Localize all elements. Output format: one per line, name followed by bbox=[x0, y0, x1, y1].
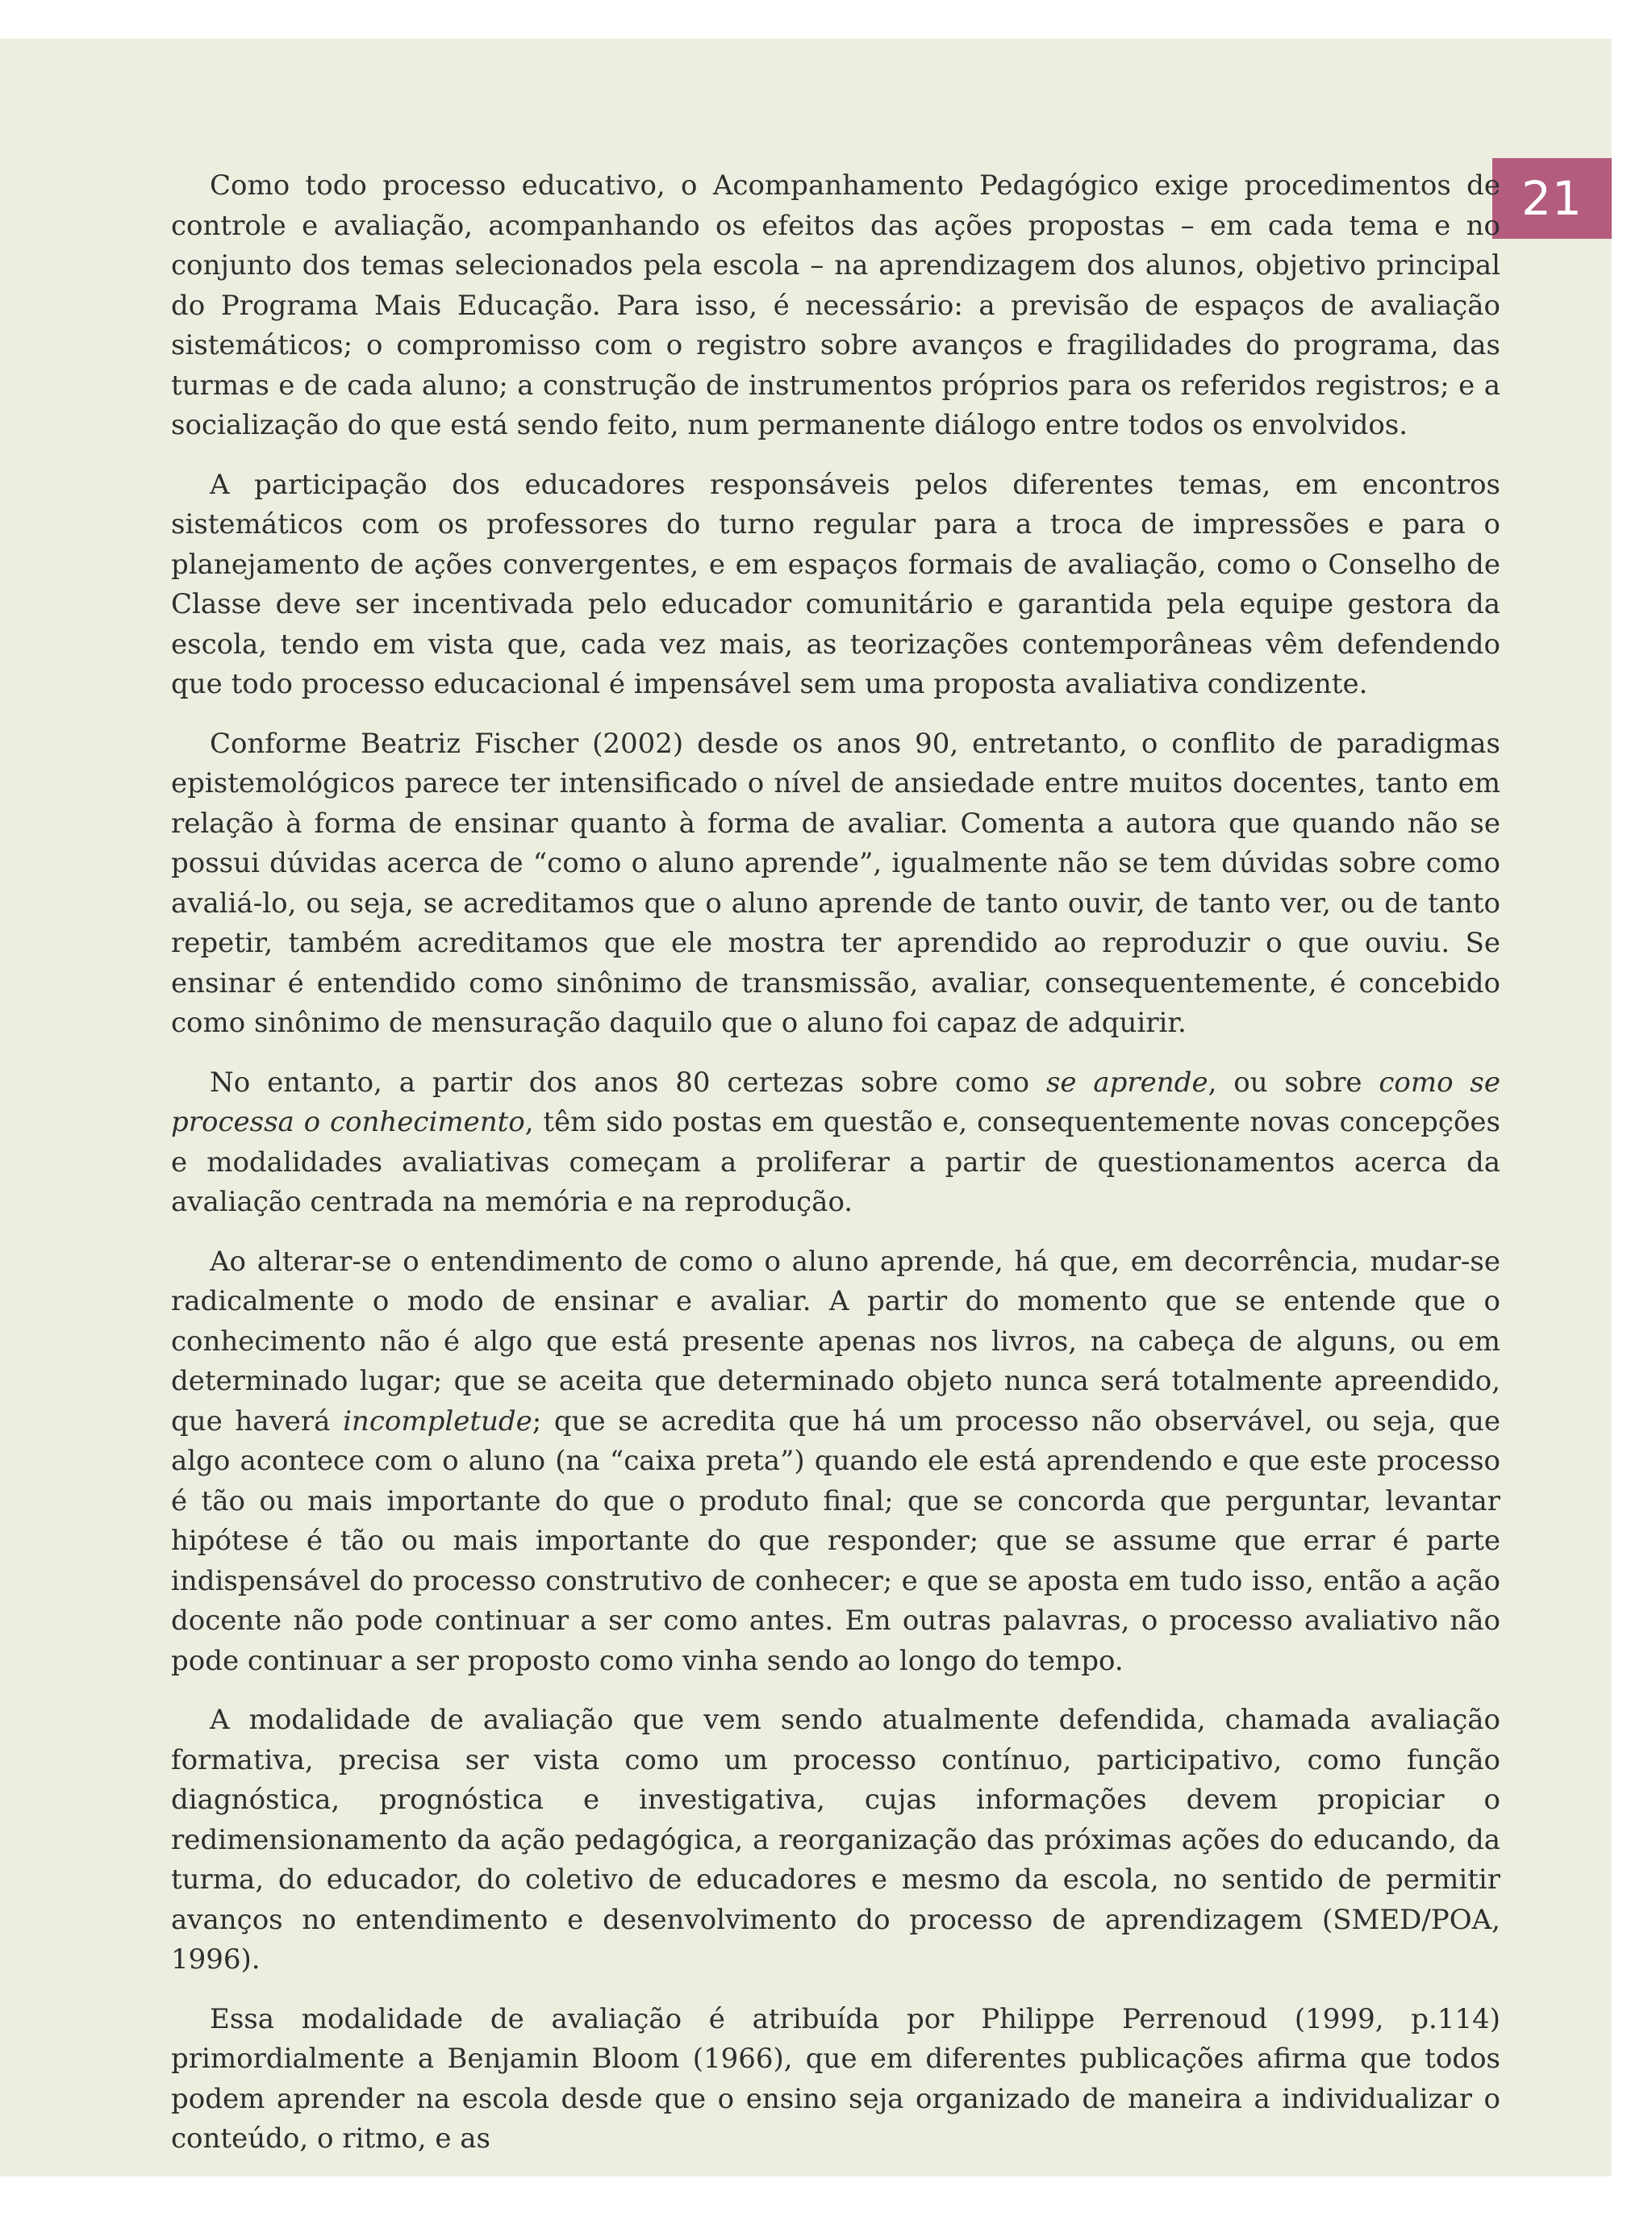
paragraph-5 bbox=[171, 1242, 1500, 1682]
text-segment: No entanto, a partir dos anos 80 certezas sobre como bbox=[210, 1066, 1046, 1099]
italic-segment: como se processa o conhecimento bbox=[171, 1066, 1500, 1138]
text-segment: , têm sido postas em questão e, consequentemente novas concepções e modalidades avaliativas começam a proliferar a partir de questionamentos acerca da avaliação centrada na memória e na reprodução. bbox=[171, 1106, 1500, 1218]
text-segment: Como todo processo educativo, o Acompanhamento Pedagógico exige procedimentos de controle e avaliação, acompanhando os efeitos das ações propostas – em cada tema e no conjunto dos temas selecionados pela escola – na aprendizagem dos alunos, objetivo principal do Programa Mais Educação. Para isso, é necessário: a previsão de espaços de avaliação sistemáticos; o compromisso com o registro sobre avanços e fragilidades do programa, das turmas e de cada aluno; a construção de instrumentos próprios para os referidos registros; e a socialização do que está sendo feito, num permanente diálogo entre todos os envolvidos. bbox=[171, 169, 1500, 441]
text-segment: , ou sobre bbox=[1208, 1066, 1379, 1099]
paragraph-4 bbox=[171, 1063, 1500, 1223]
text-segment: A participação dos educadores responsáveis pelos diferentes temas, em encontros sistemáticos com os professores do turno regular para a troca de impressões e para o planejamento de ações convergentes, e em espaços formais de avaliação, como o Conselho de Classe deve ser incentivada pelo educador comunitário e garantida pela equipe gestora da escola, tendo em vista que, cada vez mais, as teorizações contemporâneas vêm defendendo que todo processo educacional é impensável sem uma proposta avaliativa condizente. bbox=[171, 468, 1500, 700]
text-segment: A modalidade de avaliação que vem sendo atualmente defendida, chamada avaliação formativa, precisa ser vista como um processo contínuo, participativo, como função diagnóstica, prognóstica e investigativa, cujas informações devem propiciar o redimensionamento da ação pedagógica, a reorganização das próximas ações do educando, da turma, do educador, do coletivo de educadores e mesmo da escola, no sentido de permitir avanços no entendimento e desenvolvimento do processo de aprendizagem (SMED/POA, 1996). bbox=[171, 1704, 1500, 1976]
page-number-badge: 21 bbox=[1492, 158, 1612, 239]
italic-segment: se aprende bbox=[1045, 1066, 1208, 1099]
italic-segment: incompletude bbox=[343, 1404, 532, 1438]
paragraph-7 bbox=[171, 2000, 1500, 2160]
text-segment: Conforme Beatriz Fischer (2002) desde os anos 90, entretanto, o conflito de paradigmas epistemológicos parece ter intensificado o nível de ansiedade entre muitos docentes, tanto em relação à forma de ensinar quanto à forma de avaliar. Comenta a autora que quando não se possui dúvidas acerca de “como o aluno aprende”, igualmente não se tem dúvidas sobre como avaliá-lo, ou seja, se acreditamos que o aluno aprende de tanto ouvir, de tanto ver, ou de tanto repetir, também acreditamos que ele mostra ter aprendido ao reproduzir o que ouviu. Se ensinar é entendido como sinônimo de transmissão, avaliar, consequentemente, é concebido como sinônimo de mensuração daquilo que o aluno foi capaz de adquirir. bbox=[171, 727, 1500, 1039]
paragraph-2 bbox=[171, 465, 1500, 705]
text-segment: ; que se acredita que há um processo não observável, ou seja, que algo acontece com o aluno (na “caixa preta”) quando ele está aprendendo e que este processo é tão ou mais importante do que o produto final; que se concorda que perguntar, levantar hipótese é tão ou mais importante do que responder; que se assume que errar é parte indispensável do processo construtivo de conhecer; e que se aposta em tudo isso, então a ação docente não pode continuar a ser como antes. Em outras palavras, o processo avaliativo não pode continuar a ser proposto como vinha sendo ao longo do tempo. bbox=[171, 1404, 1501, 1677]
paragraph-1 bbox=[171, 166, 1500, 446]
page-background bbox=[0, 39, 1612, 2176]
paragraph-6 bbox=[171, 1701, 1500, 1980]
paragraph-3 bbox=[171, 724, 1500, 1044]
text-segment: Essa modalidade de avaliação é atribuída por Philippe Perrenoud (1999, p.114) primordialmente a Benjamin Bloom (1966), que em diferentes publicações afirma que todos podem aprender na escola desde que o ensino seja organizado de maneira a individualizar o conteúdo, o ritmo, e as bbox=[171, 2002, 1500, 2155]
body-text bbox=[171, 166, 1500, 2160]
text-segment: Ao alterar-se o entendimento de como o aluno aprende, há que, em decorrência, mudar-se radicalmente o modo de ensinar e avaliar. A partir do momento que se entende que o conhecimento não é algo que está presente apenas nos livros, na cabeça de alguns, ou em determinado lugar; que se aceita que determinado objeto nunca será totalmente apreendido, que haverá bbox=[171, 1245, 1500, 1438]
